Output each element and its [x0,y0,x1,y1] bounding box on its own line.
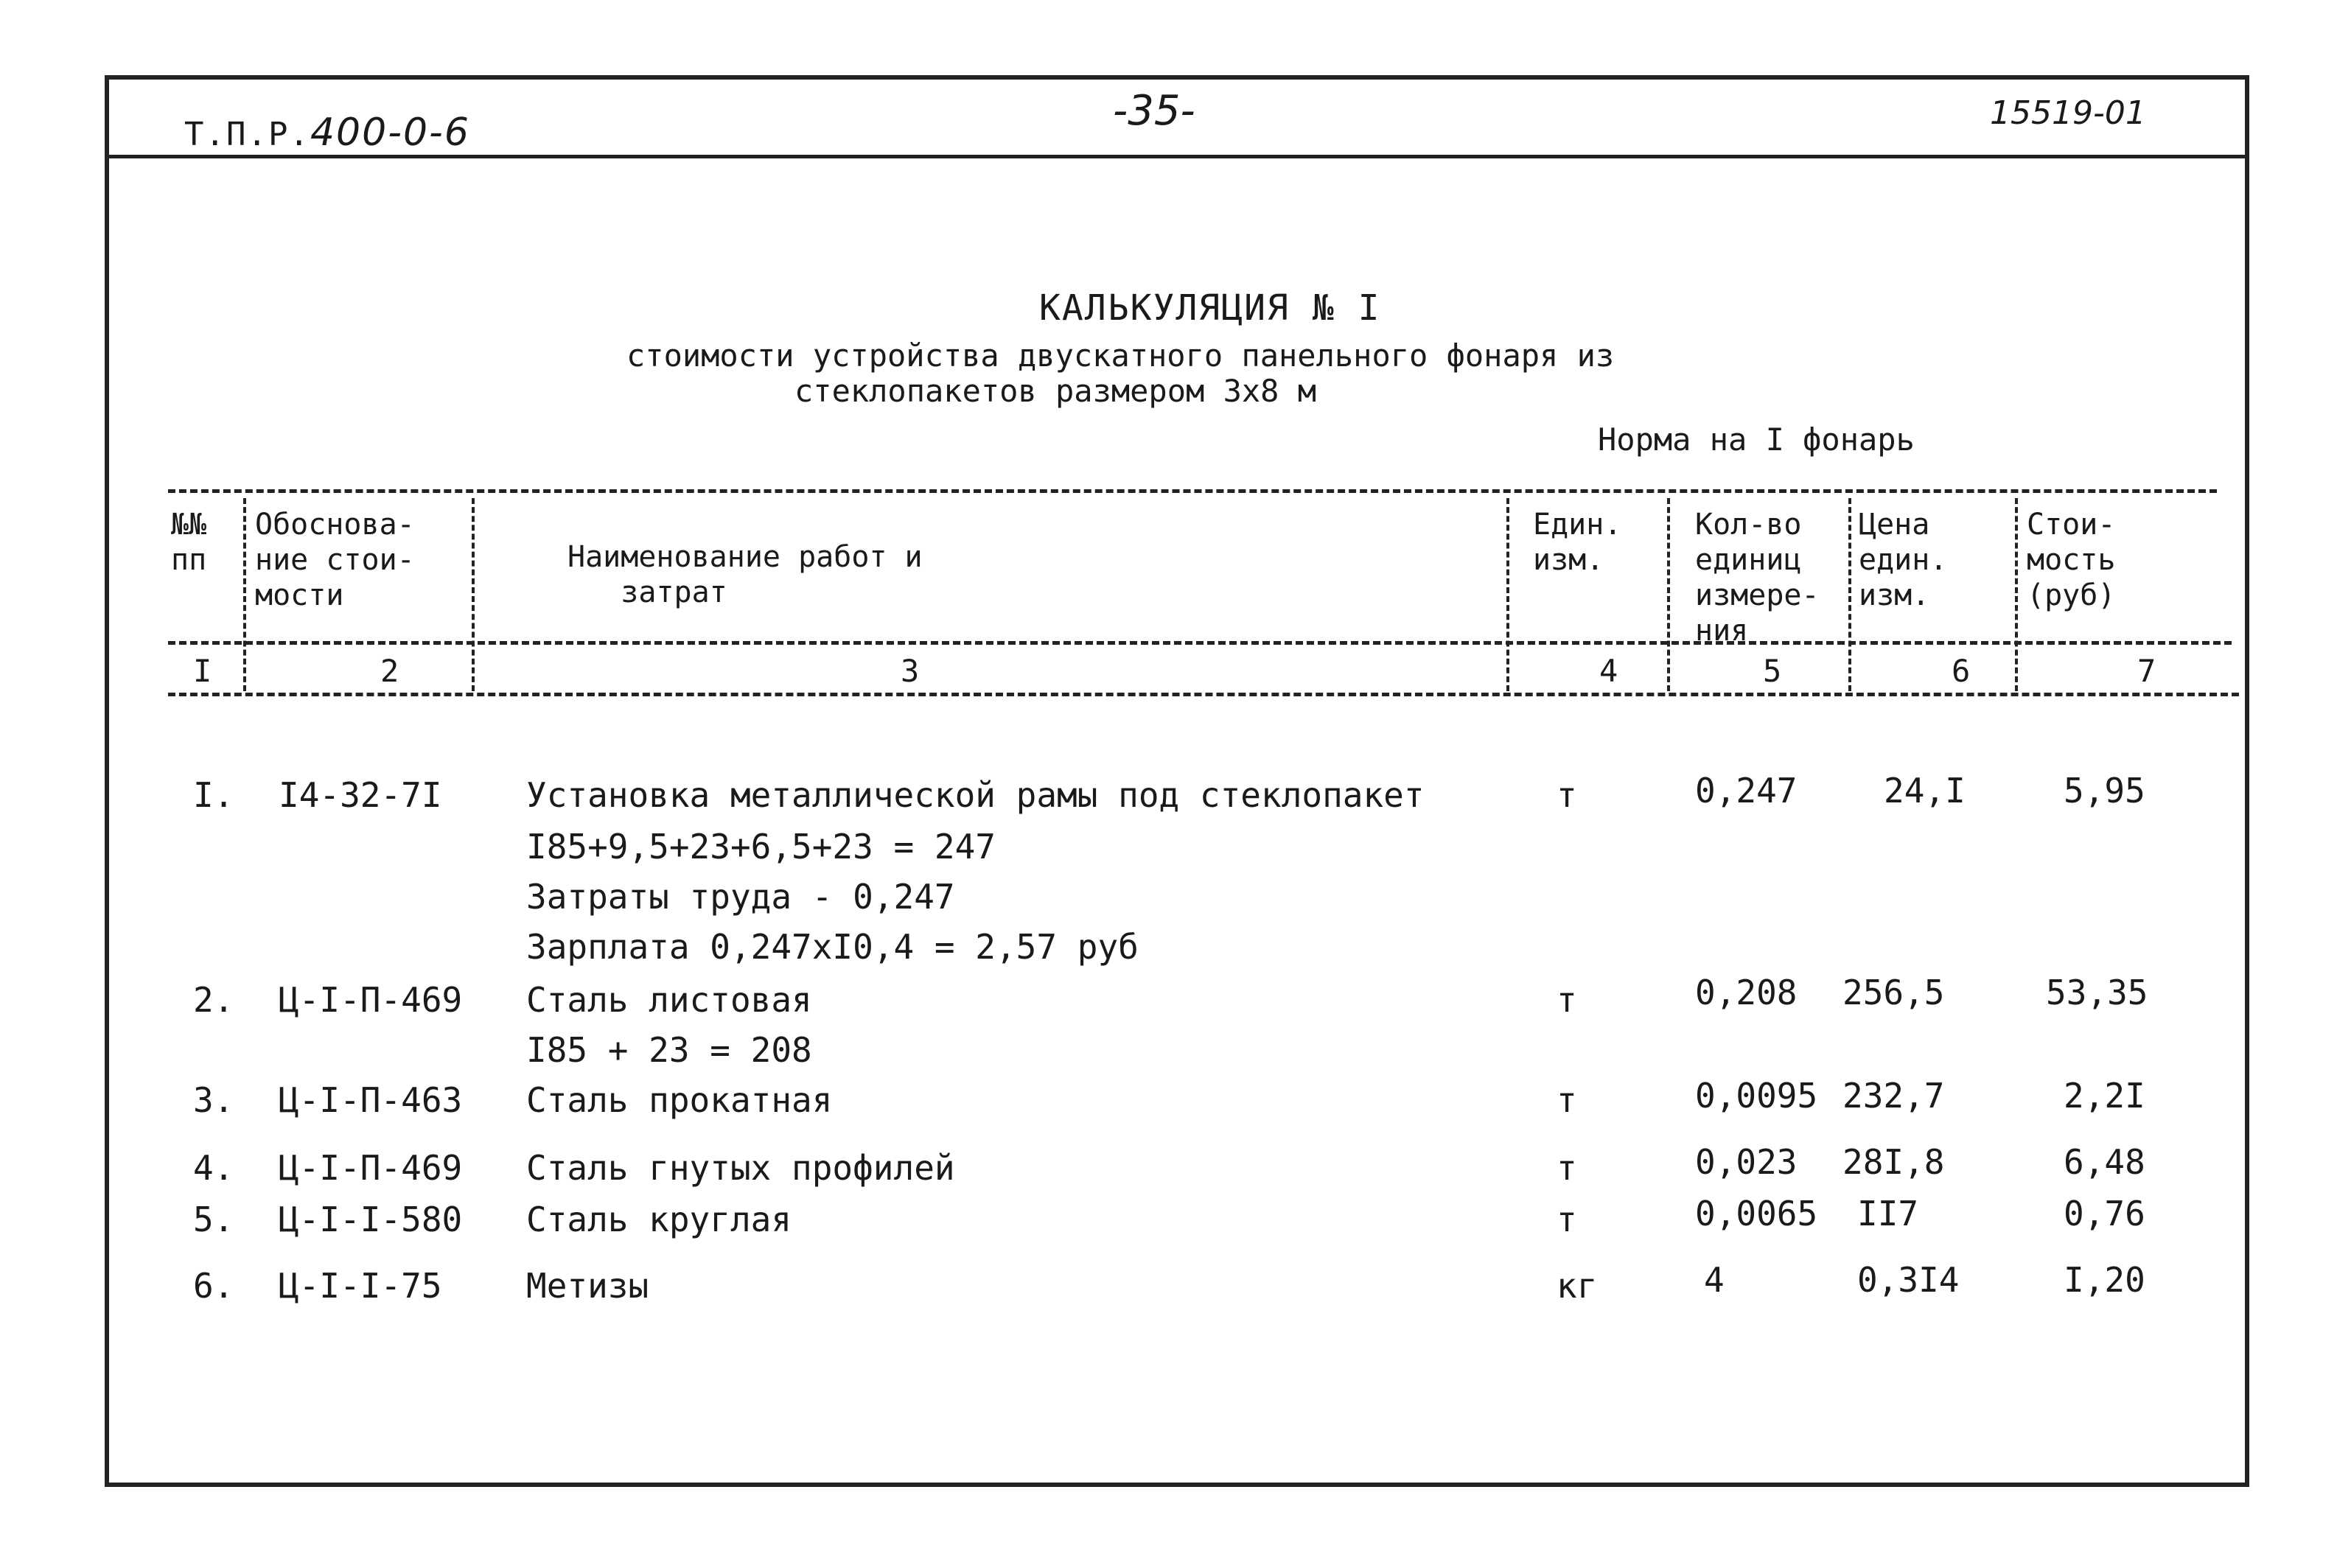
row-note: Затраты труда - 0,247 [526,877,955,917]
row-name: Сталь гнутых профилей [526,1148,955,1188]
row-number: 3. [193,1080,234,1120]
row-unit: кг [1557,1266,1598,1306]
row-cost: 6,48 [2064,1142,2145,1182]
column-separator [1506,498,1509,691]
column-separator [2015,498,2018,691]
row-cost: I,20 [2064,1260,2145,1300]
row-number: 2. [193,980,234,1020]
row-quantity: 4 [1704,1260,1725,1300]
row-quantity: 0,247 [1695,771,1798,811]
table-top-rule [168,489,2217,493]
row-price: II7 [1857,1194,1919,1233]
header-num: №№ пп [171,508,207,577]
row-basis: Ц-I-П-469 [279,980,463,1020]
subtitle-line-1: стоимости устройства двускатного панельного фонаря из [626,337,1615,374]
column-separator [1848,498,1851,691]
row-note: Зарплата 0,247хI0,4 = 2,57 руб [526,927,1139,967]
row-basis: I4-32-7I [279,775,442,815]
column-number: 2 [380,653,399,689]
header-rule [109,155,2246,158]
column-separator [1667,498,1670,691]
row-number: I. [193,775,234,815]
header-name: Наименование работ и затрат [567,540,923,609]
row-price: 24,I [1884,771,1966,811]
doc-code-handwritten: 400-0-6 [310,111,470,155]
row-number: 6. [193,1266,234,1306]
doc-code-printed: Т.П.Р. [184,116,310,153]
row-basis: Ц-I-I-580 [279,1200,463,1239]
row-note: I85 + 23 = 208 [526,1030,812,1070]
document-title: КАЛЬКУЛЯЦИЯ № I [1039,287,1381,329]
row-unit: т [1557,1200,1577,1239]
row-unit: т [1557,775,1577,815]
column-separator [243,498,246,691]
row-name: Сталь прокатная [526,1080,833,1120]
row-price: 28I,8 [1842,1142,1945,1182]
table-header-rule [168,641,2232,645]
row-unit: т [1557,1148,1577,1188]
row-number: 5. [193,1200,234,1239]
row-price: 0,3I4 [1857,1260,1960,1300]
header-basis: Обоснова- ние стои- мости [255,508,415,612]
row-unit: т [1557,1080,1577,1120]
norm-label: Норма на I фонарь [1598,421,1915,458]
row-price: 232,7 [1842,1076,1945,1116]
row-name: Сталь листовая [526,980,812,1020]
row-cost: 2,2I [2064,1076,2145,1116]
header-price: Цена един. изм. [1859,508,1948,612]
column-number: 6 [1952,653,1971,689]
subtitle-line-2: стеклопакетов размером 3х8 м [794,373,1317,409]
column-number: 7 [2137,653,2156,689]
row-note: I85+9,5+23+6,5+23 = 247 [526,827,996,867]
row-name: Сталь круглая [526,1200,792,1239]
row-quantity: 0,0095 [1695,1076,1818,1116]
row-name: Установка металлической рамы под стеклопакет [526,775,1425,815]
doc-code [184,111,470,155]
column-number: 4 [1599,653,1618,689]
column-separator [472,498,475,691]
row-name: Метизы [526,1266,649,1306]
row-basis: Ц-I-П-469 [279,1148,463,1188]
column-number: 5 [1763,653,1782,689]
row-unit: т [1557,980,1577,1020]
row-quantity: 0,023 [1695,1142,1798,1182]
row-quantity: 0,208 [1695,973,1798,1012]
row-cost: 53,35 [2046,973,2148,1012]
column-number: 3 [901,653,920,689]
row-quantity: 0,0065 [1695,1194,1818,1233]
row-basis: Ц-I-П-463 [279,1080,463,1120]
page-number: -35- [1113,87,1195,135]
row-basis: Ц-I-I-75 [279,1266,442,1306]
row-number: 4. [193,1148,234,1188]
archive-number: 15519-01 [1990,94,2146,132]
row-cost: 0,76 [2064,1194,2145,1233]
row-cost: 5,95 [2064,771,2145,811]
column-number-rule [168,693,2239,696]
header-unit: Един. изм. [1533,508,1622,577]
header-quantity: Кол-во единиц измере- ния [1695,508,1820,648]
row-price: 256,5 [1842,973,1945,1012]
header-cost: Стои- мость (руб) [2027,508,2116,612]
column-number: I [193,653,212,689]
